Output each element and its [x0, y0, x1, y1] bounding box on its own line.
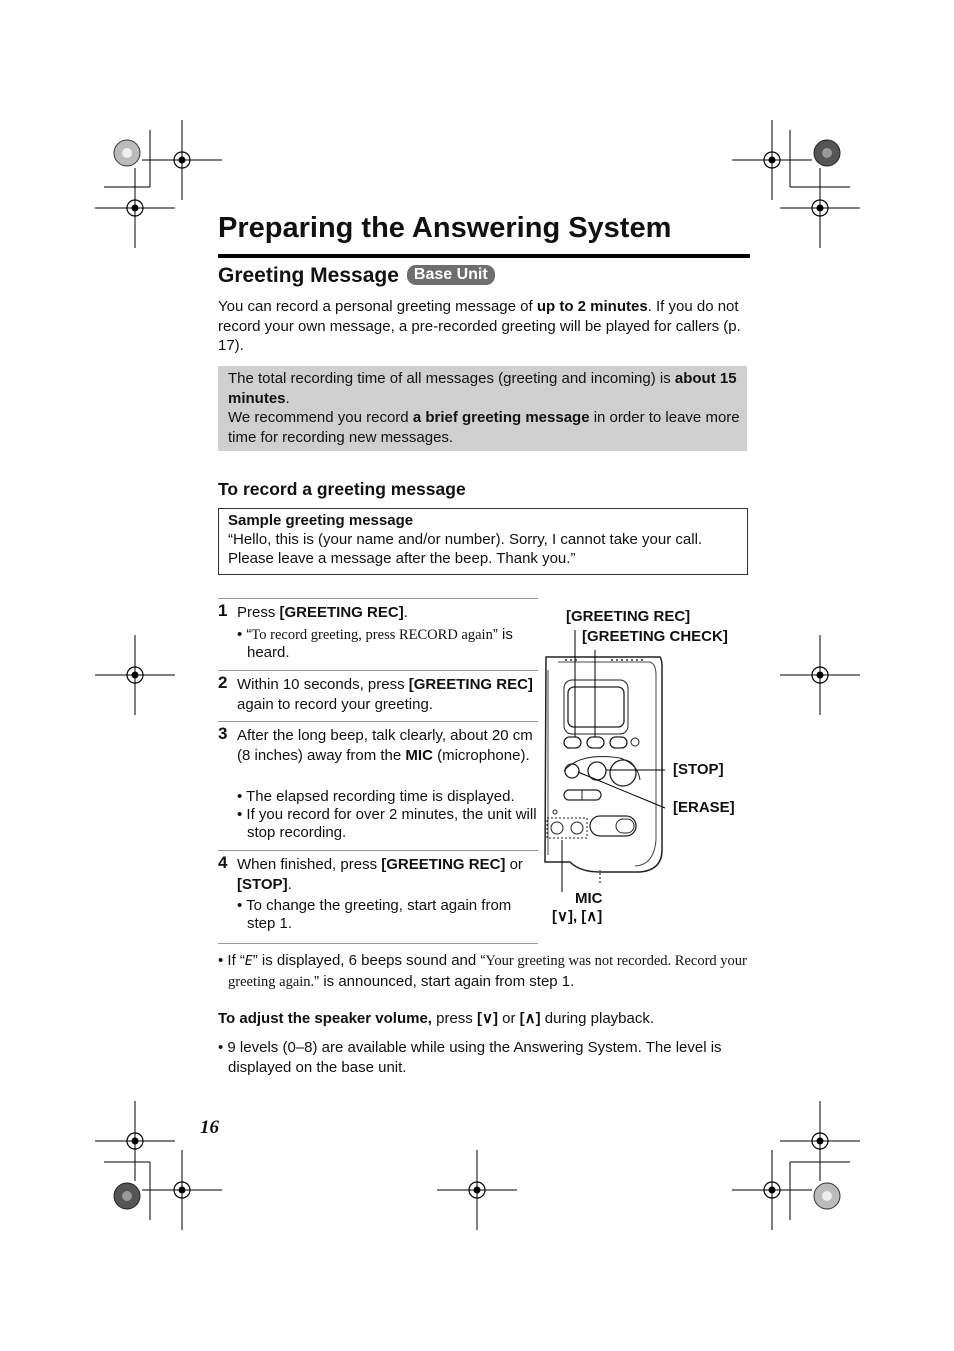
step-1-b1: [GREETING REC]	[279, 604, 404, 621]
step-4-t2: or	[505, 856, 523, 873]
page-title: Preparing the Answering System	[218, 212, 672, 244]
label-greeting-rec: [GREETING REC]	[566, 608, 691, 625]
intro-bold-1: up to 2 minutes	[536, 298, 648, 315]
step-3-text	[237, 726, 533, 765]
label-erase: [ERASE]	[673, 799, 735, 816]
sample-label: Sample greeting message	[228, 512, 414, 529]
intro-text-2: . If you do not record your own message, a pre-recorded greeting will be played for callers (p. 17).	[218, 298, 741, 354]
step-3-t2: (microphone).	[432, 746, 530, 764]
note-text-1: The total recording time of all messages (greeting and incoming) is	[228, 370, 675, 387]
section-title: Greeting Message	[218, 264, 399, 287]
step-2-t1: Within 10 seconds, press	[237, 676, 409, 693]
step-4-b2: [STOP]	[237, 875, 288, 893]
play-button	[610, 760, 636, 786]
error-note	[218, 951, 758, 992]
erase-button	[565, 764, 579, 778]
note-text-3: We recommend you record	[228, 409, 413, 426]
step-divider	[218, 670, 538, 671]
step-4-b1: [GREETING REC]	[381, 856, 506, 873]
step-divider	[218, 850, 538, 851]
levels-note: • 9 levels (0–8) are available while using the Answering System. The level is displayed on the base unit.	[218, 1039, 722, 1076]
error-symbol: E	[244, 954, 253, 969]
volume-t2: or	[497, 1010, 520, 1027]
step-3-bullet-2: • If you record for over 2 minutes, the unit will stop recording.	[237, 806, 537, 841]
label-greeting-check: [GREETING CHECK]	[582, 628, 728, 645]
label-volume-keys: [∨], [∧]	[552, 908, 603, 925]
intro-paragraph	[218, 297, 748, 356]
base-unit-badge: Base Unit	[407, 265, 495, 285]
title-rule	[218, 254, 750, 258]
step-4-text	[237, 855, 533, 894]
step-4-t1: When finished, press	[237, 856, 382, 873]
volume-t3: during playback.	[540, 1010, 655, 1027]
step-4-number: 4	[218, 853, 228, 872]
error-note-pre: • If “	[218, 952, 245, 969]
step-1-t1: Press	[237, 604, 280, 621]
step-divider	[218, 598, 538, 599]
step-2-t2: again to record your greeting.	[237, 695, 433, 713]
label-stop: [STOP]	[673, 761, 724, 778]
step-1-bullet-pre: • “	[237, 626, 252, 643]
unit-display	[568, 687, 624, 727]
step-4-bullet: • To change the greeting, start again from step 1.	[237, 897, 512, 932]
subheading: To record a greeting message	[218, 479, 466, 499]
step-1-t2: .	[403, 604, 408, 621]
note-text-4: in order to leave more time for recording new messages.	[228, 409, 740, 446]
section-heading	[218, 264, 495, 288]
step-1-text	[237, 603, 533, 623]
step-divider	[218, 943, 538, 944]
note-text	[228, 369, 743, 447]
intro-text-1: You can record a personal greeting message of	[218, 298, 537, 315]
volume-bold: To adjust the speaker volume,	[218, 1010, 432, 1027]
step-1-bullet-voice: To record greeting, press RECORD again	[251, 627, 493, 643]
sample-quote: “Hello, this is (your name and/or number). Sorry, I cannot take your call. Please leave a message after the beep. Thank you.”	[228, 531, 703, 567]
page-number: 16	[200, 1117, 219, 1138]
step-3-b1: MIC	[405, 746, 433, 764]
step-divider	[218, 721, 538, 722]
note-bold-2: a brief greeting message	[412, 409, 590, 426]
volume-down-key: [∨]	[476, 1010, 498, 1027]
note-text-2: .	[285, 389, 290, 407]
volume-instruction	[218, 1009, 748, 1029]
greeting-rec-button	[564, 737, 581, 748]
step-3-number: 3	[218, 724, 228, 743]
error-note-voice: Your greeting was not recorded. Record your greeting again.	[228, 953, 747, 990]
error-note-mid: ” is displayed, 6 beeps sound and “	[252, 952, 486, 969]
volume-up-key: [∧]	[519, 1010, 541, 1027]
step-3-t1: After the long beep, talk clearly, about 20 cm (8 inches) away from the	[237, 727, 533, 764]
step-2-text	[237, 675, 533, 714]
step-1-bullet-post: ” is heard.	[247, 626, 513, 661]
step-4-t3: .	[287, 875, 292, 893]
sample-text	[228, 511, 740, 568]
note-bold-1: about 15 minutes	[228, 370, 737, 407]
step-3-bullet-1: • The elapsed recording time is displayed.	[237, 788, 515, 805]
step-1-number: 1	[218, 601, 228, 620]
step-1-bullet	[237, 626, 543, 662]
greeting-check-button	[587, 737, 604, 748]
error-note-post: ” is announced, start again from step 1.	[314, 972, 575, 990]
volume-t1: press	[431, 1010, 477, 1027]
step-2-b1: [GREETING REC]	[408, 676, 533, 693]
step-2-number: 2	[218, 673, 228, 692]
label-mic: MIC	[575, 890, 603, 907]
